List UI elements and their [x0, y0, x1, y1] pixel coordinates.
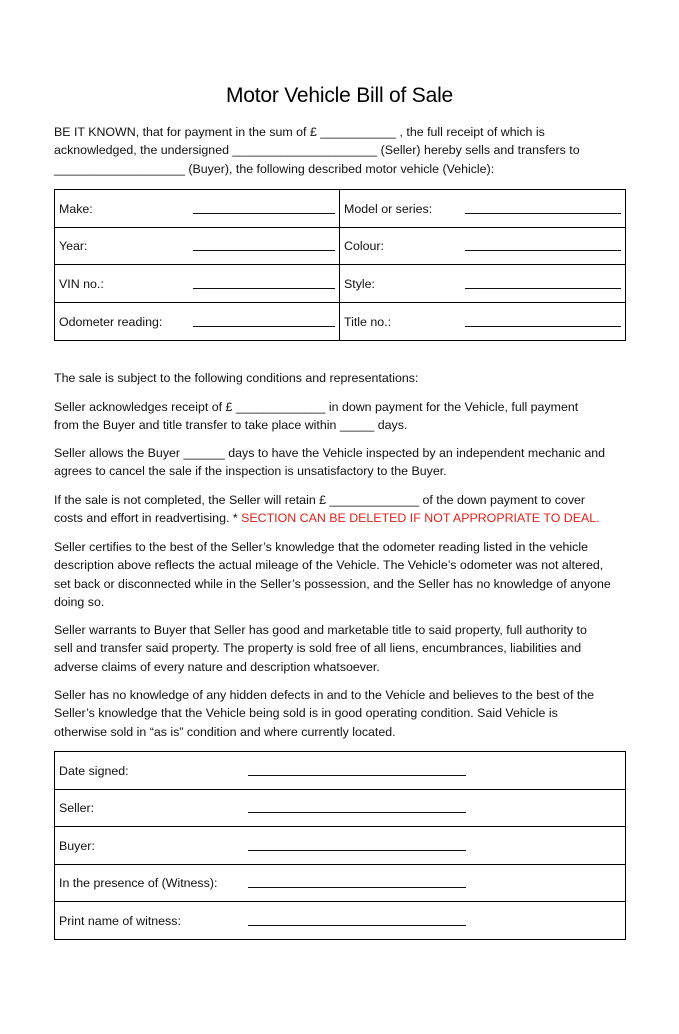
paragraph-line: agrees to cancel the sale if the inspection is unsatisfactory to the Buyer. [54, 464, 447, 479]
odometer-certification-paragraph [54, 538, 626, 612]
paragraph-line: adverse claims of every nature and description whatsoever. [54, 659, 380, 674]
style-cell [340, 265, 626, 303]
seller-signature-cell [55, 790, 626, 827]
witness-name-cell [55, 902, 626, 940]
paragraph-line: doing so. [54, 595, 105, 610]
vehicle-details-table [54, 189, 626, 341]
paragraph-line: description above reflects the actual mileage of the Vehicle. The Vehicle’s odometer was not altered, [54, 558, 604, 573]
date-signed-label: Date signed: [59, 763, 129, 778]
table-row [55, 790, 626, 827]
title-no-cell [340, 303, 626, 341]
signature-table [54, 751, 626, 940]
paragraph-line: sell and transfer said property. The property is sold free of all liens, encumbrances, liabilities and [54, 641, 582, 656]
buyer-signature-blank[interactable] [248, 841, 466, 851]
retention-paragraph [54, 491, 626, 528]
paragraph-line: Seller acknowledges receipt of £ _____________ in down payment for the Vehicle, full payment [54, 400, 579, 414]
witness-name-label: Print name of witness: [59, 913, 181, 928]
colour-blank[interactable] [465, 241, 621, 251]
conditions-heading-text: The sale is subject to the following conditions and representations: [54, 371, 419, 385]
year-blank[interactable] [193, 241, 335, 251]
paragraph-line: Seller certifies to the best of the Seller’s knowledge that the odometer reading listed in the vehicle [54, 540, 589, 554]
witness-signature-cell [55, 865, 626, 902]
witness-name-blank[interactable] [248, 916, 466, 926]
table-row [55, 902, 626, 940]
paragraph-line [54, 509, 626, 527]
style-label: Style: [344, 276, 375, 291]
witness-signature-blank[interactable] [248, 878, 466, 888]
table-row [55, 303, 626, 341]
make-label: Make: [59, 201, 93, 216]
seller-signature-blank[interactable] [248, 803, 466, 813]
odometer-cell [55, 303, 340, 341]
document-title: Motor Vehicle Bill of Sale [225, 84, 454, 107]
table-row [55, 827, 626, 865]
odometer-label: Odometer reading: [59, 314, 163, 329]
condition-paragraph [54, 686, 626, 741]
intro-paragraph [54, 123, 626, 178]
table-row [55, 265, 626, 303]
inspection-paragraph [54, 444, 626, 481]
buyer-signature-cell [55, 827, 626, 865]
date-signed-blank[interactable] [248, 766, 466, 776]
model-label: Model or series: [344, 201, 433, 216]
paragraph-line: set back or disconnected while in the Seller’s possession, and the Seller has no knowledge of anyone [54, 576, 611, 591]
table-row [55, 752, 626, 790]
title-no-blank[interactable] [465, 317, 621, 327]
table-row [55, 190, 626, 228]
table-row [55, 865, 626, 902]
year-label: Year: [59, 239, 88, 253]
paragraph-line: Seller has no knowledge of any hidden defects in and to the Vehicle and believes to the best of the [54, 688, 595, 702]
style-blank[interactable] [465, 279, 621, 289]
intro-line: ___________________ (Buyer), the following described motor vehicle (Vehicle): [54, 161, 495, 176]
title-no-label: Title no.: [344, 314, 392, 329]
table-row [55, 228, 626, 265]
paragraph-line: Seller warrants to Buyer that Seller has good and marketable title to said property, full authority to [54, 623, 587, 637]
vin-label: VIN no.: [59, 276, 104, 291]
model-cell [340, 190, 626, 228]
conditions-heading [54, 369, 626, 387]
year-cell [55, 228, 340, 265]
deletable-section-warning: SECTION CAN BE DELETED IF NOT APPROPRIATE TO DEAL. [241, 511, 600, 526]
colour-cell [340, 228, 626, 265]
seller-label: Seller: [59, 801, 95, 815]
paragraph-line: Seller’s knowledge that the Vehicle being sold is in good operating condition. Said Vehicle is [54, 706, 558, 721]
buyer-label: Buyer: [59, 838, 95, 853]
paragraph-line: otherwise sold in “as is” condition and where currently located. [54, 724, 396, 739]
witness-label: In the presence of (Witness): [59, 876, 218, 890]
intro-line: acknowledged, the undersigned _____________________ (Seller) hereby sells and transfers to [54, 143, 580, 158]
make-blank[interactable] [193, 204, 335, 214]
paragraph-text: costs and effort in readvertising. * [54, 511, 242, 526]
odometer-blank[interactable] [193, 317, 335, 327]
intro-line: BE IT KNOWN, that for payment in the sum of £ ___________ , the full receipt of which is [54, 125, 545, 139]
make-cell [55, 190, 340, 228]
vin-blank[interactable] [193, 279, 335, 289]
paragraph-line: If the sale is not completed, the Seller will retain £ _____________ of the down payment to cover [54, 493, 586, 507]
colour-label: Colour: [344, 239, 384, 253]
title-warranty-paragraph [54, 621, 626, 676]
vin-cell [55, 265, 340, 303]
model-blank[interactable] [465, 204, 621, 214]
paragraph-line: Seller allows the Buyer ______ days to have the Vehicle inspected by an independent mechanic and [54, 446, 606, 460]
down-payment-paragraph [54, 398, 626, 435]
date-signed-cell [55, 752, 626, 790]
paragraph-line: from the Buyer and title transfer to take place within _____ days. [54, 418, 408, 433]
